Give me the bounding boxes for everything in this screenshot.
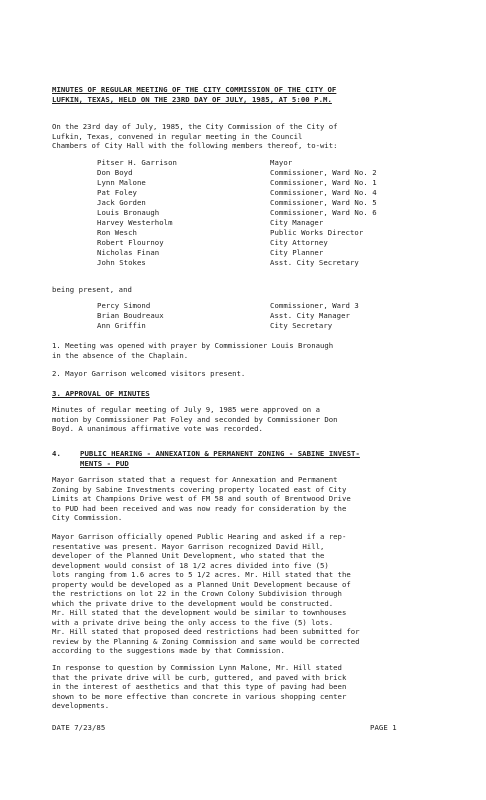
member-name: Ron Wesch [97, 228, 137, 237]
member-name: Pat Foley [97, 188, 137, 197]
item-4-heading-line-1: PUBLIC HEARING - ANNEXATION & PERMANENT ZONING - SABINE INVEST- [80, 449, 360, 458]
footer-page: PAGE 1 [370, 723, 397, 732]
item-2-welcome: 2. Mayor Garrison welcomed visitors present. [52, 369, 246, 378]
member-title: Asst. City Secretary [270, 258, 359, 267]
member-title: Commissioner, Ward No. 6 [270, 208, 377, 217]
item-3-heading: 3. APPROVAL OF MINUTES [52, 389, 150, 398]
item-4-paragraph-3: In response to question by Commission Lynn Malone, Mr. Hill stated that the private drive will be curb, guttered, and paved with brick in the interest of aesthetics and that this type of paving had been shown to be more effective than concrete in various shopping center developments. [52, 663, 347, 710]
member-title: City Planner [270, 248, 324, 257]
member-title: Commissioner, Ward No. 1 [270, 178, 377, 187]
footer-date: DATE 7/23/85 [52, 723, 106, 732]
member-name: Lynn Malone [97, 178, 146, 187]
member-title: City Attorney [270, 238, 328, 247]
member-title: City Manager [270, 218, 324, 227]
absent-title: Asst. City Manager [270, 311, 350, 320]
member-title: Commissioner, Ward No. 4 [270, 188, 377, 197]
item-1-prayer: 1. Meeting was opened with prayer by Commissioner Louis Bronaugh in the absence of the Chaplain. [52, 341, 334, 360]
member-name: Nicholas Finan [97, 248, 160, 257]
member-title: Mayor [270, 158, 293, 167]
item-3-body: Minutes of regular meeting of July 9, 1985 were approved on a motion by Commissioner Pat Foley and seconded by Commissioner Don Boyd. A unanimous affirmative vote was recorded. [52, 405, 338, 433]
title-line-2: LUFKIN, TEXAS, HELD ON THE 23RD DAY OF JULY, 1985, AT 5:00 P.M. [52, 95, 332, 104]
absent-name: Ann Griffin [97, 321, 146, 330]
item-4-number: 4. [52, 449, 61, 458]
member-title: Commissioner, Ward No. 2 [270, 168, 377, 177]
absent-title: Commissioner, Ward 3 [270, 301, 359, 310]
member-title: Public Works Director [270, 228, 364, 237]
item-4-paragraph-2: Mayor Garrison officially opened Public Hearing and asked if a rep- resentative was present. Mayor Garrison recognized David Hill, developer of the Planned Unit Development, who stated that the development would consist of 18 1/2 acres divided into five (5) lots ranging from 1.6 acres to 5 1/2 acres. Mr. Hill stated that the property would be developed as a Planned Unit Development because of the restrictions on lot 22 in the Crown Colony Subdivision through which the private drive to the development would be constructed. Mr. Hill stated that the development would be similar to townhouses with a private drive being the only access to the five (5) lots. Mr. Hill stated that proposed deed restrictions had been submitted for review by the Planning & Zoning Commission and same would be corrected according to the suggestions made by that Commission. [52, 532, 360, 655]
item-4-paragraph-1: Mayor Garrison stated that a request for Annexation and Permanent Zoning by Sabine Investments covering property located east of City Limits at Champions Drive west of FM 58 and south of Brentwood Drive to PUD had been received and was now ready for consideration by the City Commission. [52, 475, 351, 522]
absent-title: City Secretary [270, 321, 333, 330]
item-4-heading-line-2: MENTS - PUD [80, 459, 129, 468]
member-name: John Stokes [97, 258, 146, 267]
title-line-1: MINUTES OF REGULAR MEETING OF THE CITY COMMISSION OF THE CITY OF [52, 85, 337, 94]
absent-name: Percy Simond [97, 301, 151, 310]
member-title: Commissioner, Ward No. 5 [270, 198, 377, 207]
member-name: Jack Gorden [97, 198, 146, 207]
member-name: Don Boyd [97, 168, 133, 177]
member-name: Pitser H. Garrison [97, 158, 177, 167]
member-name: Harvey Westerholm [97, 218, 173, 227]
absent-name: Brian Boudreaux [97, 311, 164, 320]
member-name: Louis Bronaugh [97, 208, 160, 217]
member-name: Robert Flournoy [97, 238, 164, 247]
intro-paragraph: On the 23rd day of July, 1985, the City Commission of the City of Lufkin, Texas, convened in regular meeting in the Council Chambers of City Hall with the following members thereof, to-wit: [52, 122, 338, 150]
absent-intro: being present, and [52, 285, 132, 294]
